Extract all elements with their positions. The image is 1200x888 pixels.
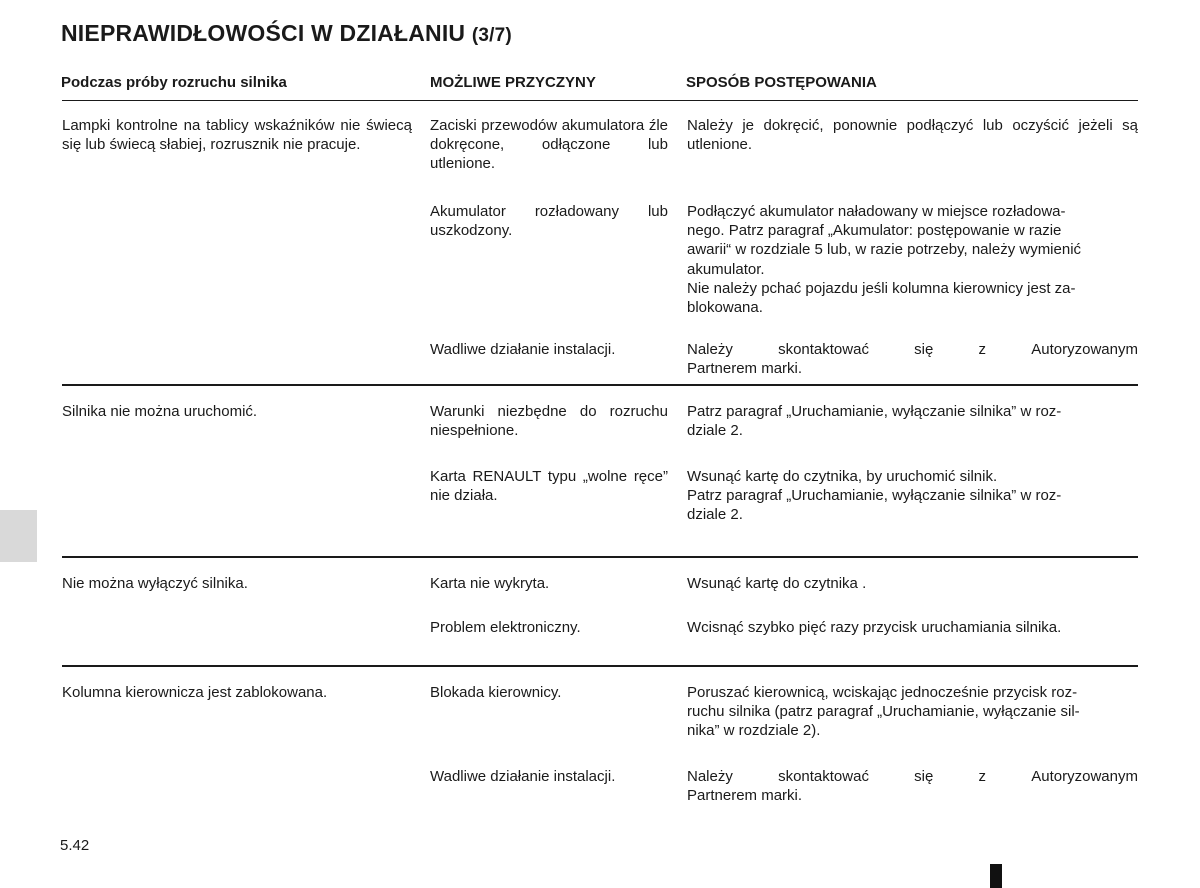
section-divider — [62, 556, 1138, 558]
header-causes: MOŻLIWE PRZYCZYNY — [430, 74, 596, 91]
cause-text: Zaciski przewodów akumulatora źle dokręcone, odłączone lub utlenione. — [430, 117, 668, 173]
action-line: Patrz paragraf „Uruchamianie, wyłączanie silnika” w roz- — [687, 487, 1062, 505]
header-divider — [62, 100, 1138, 101]
page-title — [61, 20, 512, 47]
spread-word: Należy — [687, 341, 733, 358]
cause-text: Problem elektroniczny. — [430, 619, 581, 636]
cause-text: Blokada kierownicy. — [430, 684, 562, 701]
header-symptom: Podczas próby rozruchu silnika — [61, 74, 287, 91]
action-line: dziale 2. — [687, 422, 743, 440]
action-line: nego. Patrz paragraf „Akumulator: postępowanie w razie — [687, 222, 1062, 240]
action-line: ruchu silnika (patrz paragraf „Uruchamianie, wyłączanie sil- — [687, 703, 1080, 721]
spread-word: skontaktować — [778, 341, 869, 358]
cause-text: Karta nie wykryta. — [430, 575, 550, 592]
spread-word: Należy — [687, 768, 733, 785]
symptom-text: Lampki kontrolne na tablicy wskaźników nie świecą się lub świecą słabiej, rozrusznik nie pracuje. — [62, 117, 412, 154]
action-line — [687, 340, 1138, 359]
action-block — [687, 467, 1138, 525]
cause-text: Karta RENAULT typu „wolne ręce” nie działa. — [430, 468, 668, 505]
action-line: nika” w rozdziale 2). — [687, 722, 821, 740]
title-part: (3/7) — [471, 25, 512, 46]
spread-word: się — [914, 341, 934, 358]
cause-text: Warunki niezbędne do rozruchu niespełnione. — [430, 403, 668, 440]
action-block — [687, 402, 1138, 440]
action-line: Nie należy pchać pojazdu jeśli kolumna kierownicy jest za- — [687, 279, 1076, 297]
cause-text: Wadliwe działanie instalacji. — [430, 341, 616, 358]
action-line: Partnerem marki. — [687, 360, 803, 378]
spread-word: Autoryzowanym — [1031, 768, 1138, 785]
cause-text: Akumulator rozładowany lub uszkodzony. — [430, 203, 668, 240]
symptom-text: Kolumna kierownicza jest zablokowana. — [62, 684, 328, 701]
action-text: Wcisnąć szybko pięć razy przycisk uruchamiania silnika. — [687, 619, 1062, 636]
action-line: dziale 2. — [687, 506, 743, 524]
chapter-tab — [0, 510, 37, 562]
section-divider — [62, 384, 1138, 386]
action-line: Wsunąć kartę do czytnika, by uruchomić silnik. — [687, 468, 998, 485]
header-actions: SPOSÓB POSTĘPOWANIA — [686, 74, 877, 91]
page-number: 5.42 — [60, 837, 90, 854]
action-text: Należy je dokręcić, ponownie podłączyć lub oczyścić jeżeli są utlenione. — [687, 117, 1138, 154]
symptom-text: Nie można wyłączyć silnika. — [62, 575, 248, 592]
spread-word: z — [978, 768, 987, 785]
action-line: Partnerem marki. — [687, 787, 803, 805]
action-line: awarii“ w rozdziale 5 lub, w razie potrzeby, należy wymienić — [687, 241, 1082, 259]
cause-text: Wadliwe działanie instalacji. — [430, 768, 616, 785]
action-line: Poruszać kierownicą, wciskając jednocześnie przycisk roz- — [687, 684, 1078, 701]
action-line — [687, 767, 1138, 786]
page-marker — [990, 864, 1002, 888]
action-block — [687, 202, 1138, 317]
spread-word: skontaktować — [778, 768, 869, 785]
action-line: akumulator. — [687, 260, 765, 278]
action-line: Podłączyć akumulator naładowany w miejsce rozładowa- — [687, 203, 1066, 220]
action-line: Patrz paragraf „Uruchamianie, wyłączanie silnika” w roz- — [687, 403, 1062, 420]
action-line: blokowana. — [687, 299, 763, 317]
spread-word: Autoryzowanym — [1031, 341, 1138, 358]
symptom-text: Silnika nie można uruchomić. — [62, 403, 258, 420]
action-block — [687, 340, 1138, 378]
action-text: Wsunąć kartę do czytnika . — [687, 575, 867, 592]
action-block — [687, 767, 1138, 805]
title-main: NIEPRAWIDŁOWOŚCI W DZIAŁANIU — [61, 20, 466, 46]
spread-word: się — [914, 768, 934, 785]
action-block — [687, 683, 1138, 741]
spread-word: z — [978, 341, 987, 358]
section-divider — [62, 665, 1138, 667]
